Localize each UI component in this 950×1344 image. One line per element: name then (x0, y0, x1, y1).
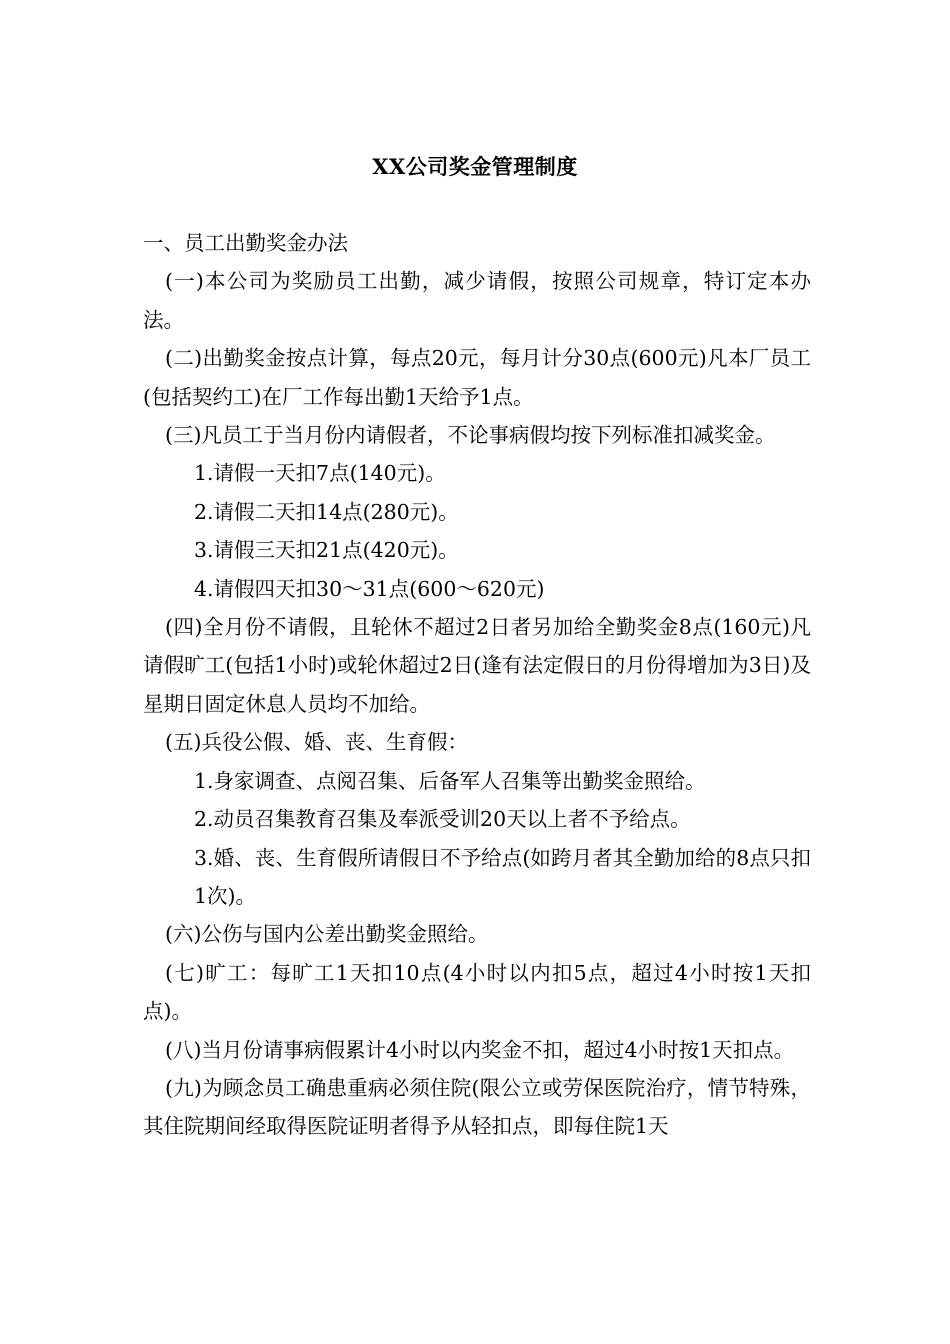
paragraph: (二)出勤奖金按点计算，每点20元，每月计分30点(600元)凡本厂员工(包括契约工)在厂工作每出勤1天给予1点。 (143, 346, 811, 409)
list-item: 4.请假四天扣30～31点(600～620元) (194, 576, 545, 601)
paragraph: (八)当月份请事病假累计4小时以内奖金不扣，超过4小时按1天扣点。 (165, 1037, 795, 1062)
document-title: XX公司奖金管理制度 (372, 154, 578, 179)
paragraph: (九)为顾念员工确患重病必须住院(限公立或劳保医院治疗，情节特殊，其住院期间经取得医院证明者得予从轻扣点，即每住院1天 (143, 1075, 811, 1139)
paragraph: (五)兵役公假、婚、丧、生育假： (165, 730, 468, 755)
paragraph: (三)凡员工于当月份内请假者，不论事病假均按下列标准扣减奖金。 (165, 423, 776, 448)
paragraph: (六)公伤与国内公差出勤奖金照给。 (165, 922, 489, 947)
paragraph: (四)全月份不请假，且轮休不超过2日者另加给全勤奖金8点(160元)凡请假旷工(包括1小时)或轮休超过2日(逢有法定假日的月份得增加为3日)及星期日固定休息人员均不加给。 (143, 615, 811, 716)
list-item: 1.请假一天扣7点(140元)。 (194, 461, 446, 486)
list-item: 3.请假三天扣21点(420元)。 (194, 538, 459, 563)
list-item: 1.身家调查、点阅召集、后备军人召集等出勤奖金照给。 (194, 768, 706, 793)
document-body (143, 224, 811, 1146)
paragraph: (七)旷工：每旷工1天扣10点(4小时以内扣5点，超过4小时按1天扣点)。 (143, 960, 811, 1024)
list-item: 3.婚、丧、生育假所请假日不予给点(如跨月者其全勤加给的8点只扣1次)。 (194, 845, 811, 908)
paragraph: (一)本公司为奖励员工出勤，减少请假，按照公司规章，特订定本办法。 (143, 269, 811, 332)
section-heading: 一、员工出勤奖金办法 (143, 231, 348, 255)
list-item: 2.请假二天扣14点(280元)。 (194, 499, 459, 524)
list-item: 2.动员召集教育召集及奉派受训20天以上者不予给点。 (194, 807, 691, 832)
